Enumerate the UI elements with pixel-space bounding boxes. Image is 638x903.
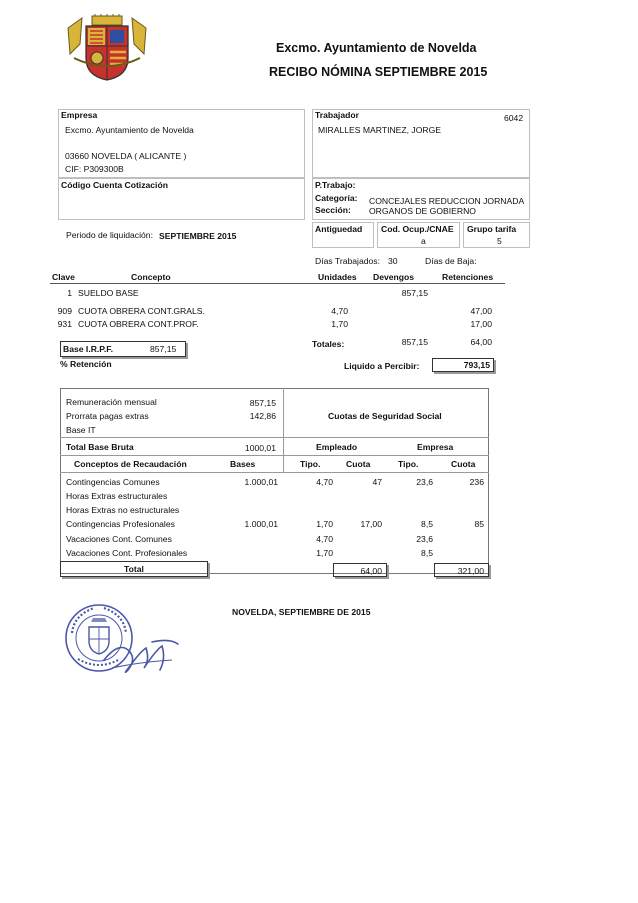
col-unidades-header: Unidades [318, 272, 357, 282]
liquido-label: Liquido a Percibir: [344, 361, 420, 371]
empresa-cif: CIF: P309300B [65, 164, 124, 174]
ss-row-concepto: Vacaciones Cont. Comunes [66, 534, 172, 544]
base-irpf-value: 857,15 [150, 344, 177, 354]
ss-row-cuota1: 17,00 [360, 519, 382, 529]
ss-hline-2 [60, 455, 489, 456]
row-retenciones: 47,00 [470, 306, 492, 316]
col-cuota1-header: Cuota [346, 459, 371, 469]
ss-total-label: Total [124, 564, 144, 574]
col-tipo2-header: Tipo. [398, 459, 419, 469]
base-irpf-label: Base I.R.P.F. [63, 344, 113, 354]
trabajador-name: MIRALLES MARTINEZ, JORGE [318, 125, 442, 135]
row-concepto: CUOTA OBRERA CONT.PROF. [78, 319, 199, 329]
conceptos-header-rule [50, 283, 505, 284]
row-devengos: 857,15 [401, 288, 428, 298]
ss-hline-1 [60, 437, 489, 438]
antiguedad-label: Antiguedad [315, 224, 363, 234]
periodo-label: Periodo de liquidación: [66, 230, 153, 240]
place-date: NOVELDA, SEPTIEMBRE DE 2015 [232, 607, 371, 617]
dias-baja-label: Días de Baja: [425, 256, 477, 266]
totales-label: Totales: [312, 339, 345, 349]
grupo-tarifa-label: Grupo tarifa [467, 224, 517, 234]
coat-of-arms-logo [66, 14, 148, 82]
row-clave: 931 [57, 319, 72, 329]
remuneracion-label: Remuneración mensual [66, 397, 157, 407]
prorrata-label: Prorrata pagas extras [66, 411, 149, 421]
document-title: RECIBO NÓMINA SEPTIEMBRE 2015 [269, 65, 488, 79]
ptrabajo-label: P.Trabajo: [315, 180, 356, 190]
dias-trabajados-label: Días Trabajados: [315, 256, 380, 266]
col-clave-header: Clave [52, 272, 75, 282]
ss-total-empleado: 64,00 [360, 566, 382, 576]
ss-row-tipo2: 8,5 [421, 548, 433, 558]
seccion-label: Sección: [315, 205, 351, 215]
col-devengos-header: Devengos [373, 272, 415, 282]
ss-row-tipo2: 23,6 [416, 477, 433, 487]
ss-row-tipo1: 4,70 [316, 477, 333, 487]
ss-hline-3 [60, 472, 489, 473]
categoria-value: CONCEJALES REDUCCION JORNADA [369, 196, 525, 206]
ss-row-concepto: Vacaciones Cont. Profesionales [66, 548, 188, 558]
ss-row-tipo1: 1,70 [316, 548, 333, 558]
row-concepto: CUOTA OBRERA CONT.GRALS. [78, 306, 205, 316]
col-concepto-header: Concepto [131, 272, 171, 282]
row-concepto: SUELDO BASE [78, 288, 139, 298]
ss-row-cuota2: 85 [474, 519, 484, 529]
ss-row-tipo1: 1,70 [316, 519, 333, 529]
ss-row-concepto: Horas Extras no estructurales [66, 505, 180, 515]
trabajador-id: 6042 [504, 113, 524, 123]
seccion-value: ORGANOS DE GOBIERNO [369, 206, 476, 216]
ss-row-concepto: Contingencias Comunes [66, 477, 160, 487]
col-cuota2-header: Cuota [451, 459, 476, 469]
ss-row-bases: 1.000,01 [244, 519, 278, 529]
row-unidades: 4,70 [331, 306, 348, 316]
cod-ocup-value: a [421, 236, 426, 246]
periodo-value: SEPTIEMBRE 2015 [159, 231, 237, 241]
row-retenciones: 17,00 [470, 319, 492, 329]
row-clave: 909 [57, 306, 72, 316]
ss-row-bases: 1.000,01 [244, 477, 278, 487]
categoria-label: Categoría: [315, 193, 358, 203]
empresa-header: Empresa [417, 442, 454, 452]
ss-vline-1 [283, 388, 284, 437]
signature [100, 630, 180, 680]
grupo-tarifa-value: 5 [497, 236, 502, 246]
trabajador-label: Trabajador [315, 110, 359, 120]
base-it-label: Base IT [66, 425, 96, 435]
cod-ocup-label: Cod. Ocup./CNAE [381, 224, 454, 234]
ss-title: Cuotas de Seguridad Social [328, 411, 442, 421]
ss-row-cuota2: 236 [469, 477, 484, 487]
ss-row-cuota1: 47 [372, 477, 382, 487]
ss-row-concepto: Contingencias Profesionales [66, 519, 175, 529]
row-unidades: 1,70 [331, 319, 348, 329]
col-recaudacion-header: Conceptos de Recaudación [74, 459, 187, 469]
org-title: Excmo. Ayuntamiento de Novelda [276, 41, 477, 55]
ss-row-concepto: Horas Extras estructurales [66, 491, 168, 501]
col-tipo1-header: Tipo. [300, 459, 321, 469]
prorrata-value: 142,86 [249, 411, 276, 421]
ss-row-tipo2: 23,6 [416, 534, 433, 544]
empresa-label: Empresa [61, 110, 98, 120]
totales-retenciones: 64,00 [470, 337, 492, 347]
empresa-address: 03660 NOVELDA ( ALICANTE ) [65, 151, 187, 161]
dias-trabajados-value: 30 [388, 256, 398, 266]
ss-row-tipo1: 4,70 [316, 534, 333, 544]
retencion-label: % Retención [60, 359, 112, 369]
base-bruta-value: 1000,01 [244, 443, 276, 453]
row-clave: 1 [67, 288, 72, 298]
col-retenciones-header: Retenciones [442, 272, 494, 282]
col-bases-header: Bases [230, 459, 256, 469]
empleado-header: Empleado [316, 442, 358, 452]
remuneracion-value: 857,15 [249, 398, 276, 408]
ss-vline-2 [283, 437, 284, 472]
base-bruta-label: Total Base Bruta [66, 442, 134, 452]
ss-row-tipo2: 8,5 [421, 519, 433, 529]
cotizacion-label: Código Cuenta Cotización [61, 180, 168, 190]
liquido-value: 793,15 [463, 360, 490, 370]
ss-total-empresa: 321,00 [457, 566, 484, 576]
totales-devengos: 857,15 [401, 337, 428, 347]
empresa-name: Excmo. Ayuntamiento de Novelda [65, 125, 194, 135]
